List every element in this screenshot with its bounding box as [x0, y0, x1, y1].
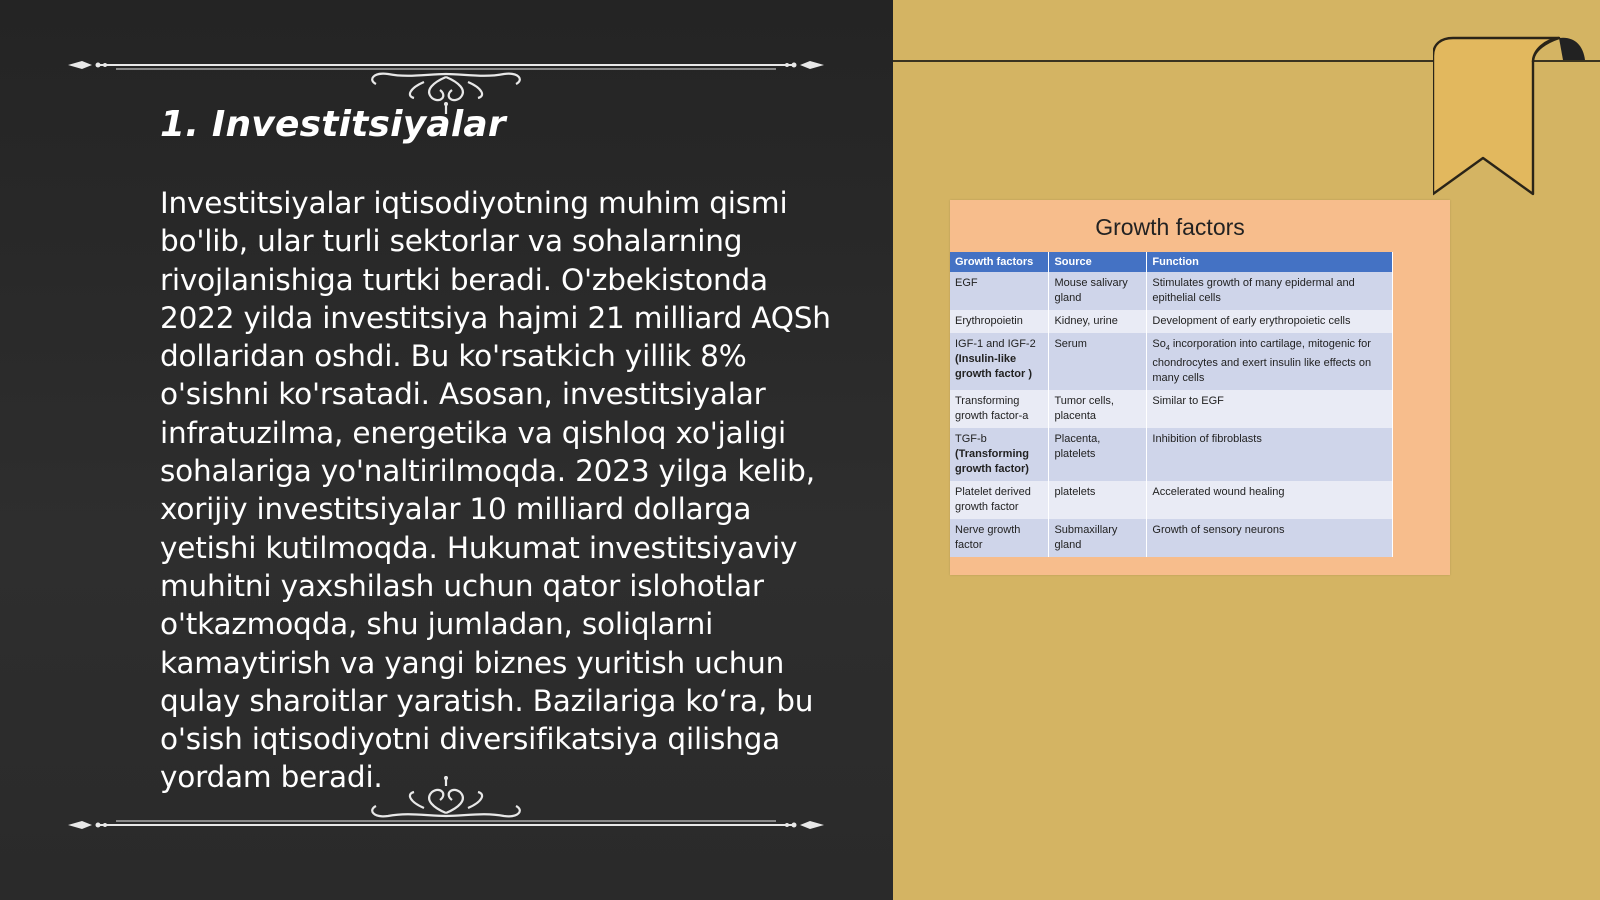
bookmark-ribbon-icon: [1433, 36, 1588, 198]
source-cell: Placenta, platelets: [1049, 428, 1147, 481]
table-row: [950, 428, 1393, 481]
source-cell: Serum: [1049, 333, 1147, 390]
factor-cell: Erythropoietin: [950, 310, 1049, 333]
source-cell: Tumor cells, placenta: [1049, 390, 1147, 428]
function-cell: Stimulates growth of many epidermal and epithelial cells: [1147, 272, 1393, 310]
function-cell: Growth of sensory neurons: [1147, 519, 1393, 557]
slide-title: 1. Investitsiyalar: [160, 104, 506, 145]
growth-factors-table: [950, 252, 1393, 557]
slide-body-text: Investitsiyalar iqtisodiyotning muhim qismi bo'lib, ular turli sektorlar va sohalarning rivojlanishiga turtki beradi. O'zbekistonda 2022 yilda investitsiya hajmi 21 milliard AQSh dollaridan oshdi. Bu ko'rsatkich yillik 8% o'sishni ko'rsatadi. Asosan, investitsiyalar infratuzilma, energetika va qishloq xo'jaligi sohalariga yo'naltirilmoqda. 2023 yilga kelib, xorijiy investitsiyalar 10 milliard dollarga yetishi kutilmoqda. Hukumat investitsiyaviy muhitni yaxshilash uchun qator islohotlar o'tkazmoqda, shu jumladan, soliqlarni kamaytirish va yangi biznes yuritish uchun qulay sharoitlar yaratish. Bazilariga ko‘ra, bu o'sish iqtisodiyotni diversifikatsiya qilishga yordam beradi.: [160, 186, 831, 795]
table-row: [950, 272, 1393, 310]
factor-cell: Transforming growth factor-a: [950, 390, 1049, 428]
header-function: Function: [1147, 252, 1393, 272]
table-header-row: [950, 252, 1393, 272]
source-cell: Submaxillary gland: [1049, 519, 1147, 557]
table-row: [950, 519, 1393, 557]
source-cell: Kidney, urine: [1049, 310, 1147, 333]
table-row: [950, 333, 1393, 390]
function-cell: Accelerated wound healing: [1147, 481, 1393, 519]
factor-cell: EGF: [950, 272, 1049, 310]
header-growth-factors: Growth factors: [950, 252, 1049, 272]
factor-cell: Platelet derived growth factor: [950, 481, 1049, 519]
ornament-divider-icon: [68, 770, 824, 836]
function-cell: Development of early erythropoietic cells: [1147, 310, 1393, 333]
function-cell: $So_4$ incorporation into cartilage, mitogenic for chondrocytes and exert insulin like effects on many cells: [1147, 333, 1393, 390]
factor-cell: Nerve growth factor: [950, 519, 1049, 557]
source-cell: Mouse salivary gland: [1049, 272, 1147, 310]
function-cell: Similar to EGF: [1147, 390, 1393, 428]
factor-cell: IGF-1 and IGF-2 (Insulin-like growth factor ): [950, 333, 1049, 390]
source-cell: platelets: [1049, 481, 1147, 519]
factor-cell: TGF-b (Transforming growth factor): [950, 428, 1049, 481]
growth-factors-card: [950, 200, 1450, 575]
function-cell: Inhibition of fibroblasts: [1147, 428, 1393, 481]
table-row: [950, 481, 1393, 519]
table-row: [950, 310, 1393, 333]
card-title: Growth factors: [1095, 214, 1245, 240]
table-row: [950, 390, 1393, 428]
header-source: Source: [1049, 252, 1147, 272]
